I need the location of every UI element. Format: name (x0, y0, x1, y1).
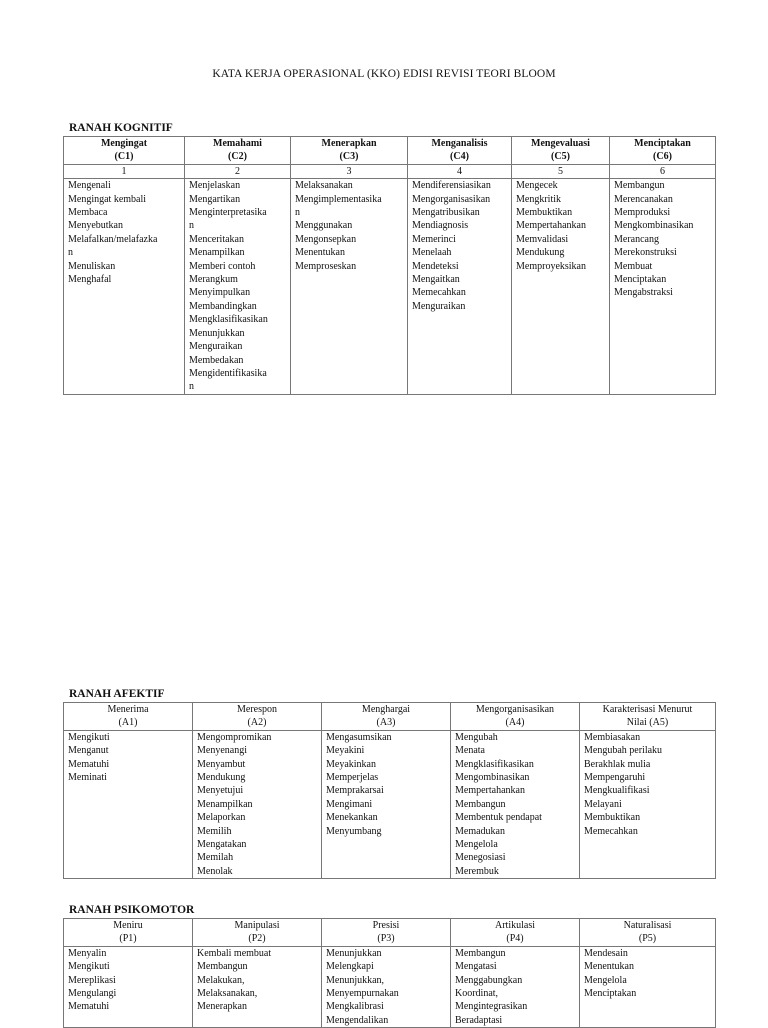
verb-item: Mengingat kembali (68, 193, 147, 205)
verb-item: Mengendalikan (326, 1014, 389, 1026)
verb-item: Mengintegrasikan (455, 1001, 528, 1013)
verb-item: Membangun (197, 961, 248, 973)
kognitif-items-cell (291, 179, 408, 395)
kognitif-items-cell (64, 179, 185, 395)
verb-item: Mendiagnosis (412, 220, 469, 232)
verb-item: Mengimplementasika (295, 193, 382, 205)
verb-item: Memproseskan (295, 260, 357, 272)
kognitif-items-cell (610, 179, 716, 395)
psikomotor-items-cell (451, 946, 580, 1027)
verb-item: n (189, 220, 194, 232)
verb-item: Mendukung (197, 772, 246, 784)
verb-item: Memproduksi (614, 207, 671, 219)
afektif-items-row (64, 730, 716, 878)
verb-item: Mereplikasi (68, 974, 116, 986)
verb-item: Membangun (455, 947, 506, 959)
verb-item: Berakhlak mulia (584, 758, 651, 770)
verb-item: Mempertahankan (455, 785, 525, 797)
verb-item: Menentukan (295, 247, 345, 259)
verb-item: n (295, 207, 300, 219)
verb-item: Mengabstraksi (614, 287, 673, 299)
verb-item: Memprakarsai (326, 785, 384, 797)
verb-item: Mendukung (516, 247, 565, 259)
verb-item: Memilih (197, 825, 232, 837)
psikomotor-items-cell (580, 946, 716, 1027)
verb-item: Membangun (614, 180, 665, 192)
section-label-afektif: RANAH AFEKTIF (69, 688, 165, 700)
verb-item: Mengombinasikan (455, 772, 530, 784)
psikomotor-items-cell (193, 946, 322, 1027)
verb-item: Melengkapi (326, 961, 374, 973)
verb-item: Mengelola (455, 839, 498, 851)
verb-item: Merancang (614, 233, 659, 245)
verb-item: Merembuk (455, 865, 499, 877)
verb-item: Mengklasifikasikan (189, 314, 268, 326)
verb-item: Menciptakan (614, 274, 667, 286)
verb-item: Memadukan (455, 825, 505, 837)
verb-item: Memvalidasi (516, 233, 569, 245)
verb-item: Menolak (197, 865, 233, 877)
verb-item: Mengubah (455, 731, 498, 743)
verb-item: Menyenangi (197, 745, 247, 757)
verb-item: Meyakinkan (326, 758, 376, 770)
verb-item: Membuktikan (516, 207, 573, 219)
psikomotor-header-p5: Naturalisasi (P5) (580, 919, 716, 947)
psikomotor-header-row (64, 919, 716, 947)
verb-item: Mendiferensiasikan (412, 180, 491, 192)
kognitif-number-cell: 6 (610, 164, 716, 178)
kognitif-header-c2: Memahami (C2) (185, 137, 291, 165)
verb-item: Menyumbang (326, 825, 382, 837)
verb-item: Memproyeksikan (516, 260, 586, 272)
afektif-items-cell (580, 730, 716, 878)
verb-item: Mengimani (326, 798, 373, 810)
afektif-header-a3: Menghargai (A3) (322, 703, 451, 731)
afektif-header-row (64, 703, 716, 731)
verb-item: Melakukan, (197, 974, 245, 986)
verb-item: Koordinat, (455, 988, 499, 1000)
verb-item: Memerinci (412, 233, 456, 245)
verb-item: n (189, 381, 194, 393)
kognitif-number-cell: 2 (185, 164, 291, 178)
verb-item: Menerapkan (197, 1001, 247, 1013)
verb-item: Mengulangi (68, 988, 117, 1000)
verb-item: Menganut (68, 745, 109, 757)
verb-item: Mengkritik (516, 193, 561, 205)
verb-item: Menggunakan (295, 220, 353, 232)
verb-item: Melaksanakan, (197, 988, 258, 1000)
verb-item: Mengkombinasikan (614, 220, 694, 232)
verb-item: Mengartikan (189, 193, 241, 205)
psikomotor-header-p3: Presisi (P3) (322, 919, 451, 947)
verb-item: Melayani (584, 798, 622, 810)
verb-item: Merangkum (189, 274, 238, 286)
afektif-header-a2: Merespon (A2) (193, 703, 322, 731)
verb-item: Menggabungkan (455, 974, 523, 986)
kognitif-header-c3: Menerapkan (C3) (291, 137, 408, 165)
psikomotor-header-p4: Artikulasi (P4) (451, 919, 580, 947)
section-label-psikomotor: RANAH PSIKOMOTOR (69, 904, 195, 916)
verb-item: Menciptakan (584, 988, 637, 1000)
verb-item: Memperjelas (326, 772, 379, 784)
psikomotor-items-cell (64, 946, 193, 1027)
verb-item: Mengubah perilaku (584, 745, 663, 757)
verb-item: Menyimpulkan (189, 287, 251, 299)
verb-item: Merekonstruksi (614, 247, 677, 259)
verb-item: Menunjukkan (326, 947, 382, 959)
verb-item: Melaksanakan (295, 180, 353, 192)
verb-item: Mengkualifikasi (584, 785, 650, 797)
verb-item: Menekankan (326, 812, 378, 824)
verb-item: Mematuhi (68, 1001, 110, 1013)
verb-item: Menunjukkan (189, 327, 245, 339)
psikomotor-header-p1: Meniru (P1) (64, 919, 193, 947)
afektif-header-a1: Menerima (A1) (64, 703, 193, 731)
verb-item: Mengikuti (68, 731, 110, 743)
afektif-items-cell (193, 730, 322, 878)
verb-item: Menyebutkan (68, 220, 123, 232)
document-title: KATA KERJA OPERASIONAL (KKO) EDISI REVISI TEORI BLOOM (212, 68, 556, 80)
verb-item: Membiasakan (584, 731, 641, 743)
verb-item: Menguraikan (412, 300, 466, 312)
verb-item: Mengelola (584, 974, 627, 986)
verb-item: Merencanakan (614, 193, 673, 205)
section-label-kognitif: RANAH KOGNITIF (69, 122, 173, 134)
psikomotor-table (63, 918, 716, 1028)
verb-item: Membangun (455, 798, 506, 810)
verb-item: Mematuhi (68, 758, 110, 770)
afektif-header-a4: Mengorganisasikan (A4) (451, 703, 580, 731)
verb-item: Mengklasifikasikan (455, 758, 534, 770)
verb-item: Menampilkan (189, 247, 245, 259)
verb-item: Beradaptasi (455, 1014, 503, 1026)
verb-item: Meminati (68, 772, 107, 784)
verb-item: Mengatribusikan (412, 207, 480, 219)
kognitif-header-c5: Mengevaluasi (C5) (512, 137, 610, 165)
verb-item: Memilah (197, 852, 234, 864)
verb-item: Membedakan (189, 354, 244, 366)
kognitif-table (63, 136, 716, 395)
verb-item: Menguraikan (189, 341, 243, 353)
verb-item: Menata (455, 745, 485, 757)
verb-item: Membuktikan (584, 812, 641, 824)
kognitif-header-c4: Menganalisis (C4) (408, 137, 512, 165)
verb-item: Mengecek (516, 180, 558, 192)
verb-item: Memberi contoh (189, 260, 256, 272)
kognitif-number-cell: 5 (512, 164, 610, 178)
kognitif-number-cell: 3 (291, 164, 408, 178)
psikomotor-items-cell (322, 946, 451, 1027)
kognitif-number-cell: 1 (64, 164, 185, 178)
verb-item: Mengikuti (68, 961, 110, 973)
verb-item: Melafalkan/melafazka (68, 233, 158, 245)
verb-item: Mengatasi (455, 961, 497, 973)
verb-item: Menelaah (412, 247, 452, 259)
verb-item: Mendesain (584, 947, 628, 959)
verb-item: Membaca (68, 207, 108, 219)
kognitif-number-row (64, 164, 716, 178)
kognitif-number-cell: 4 (408, 164, 512, 178)
afektif-items-cell (451, 730, 580, 878)
verb-item: Memecahkan (412, 287, 466, 299)
verb-item: Mempengaruhi (584, 772, 646, 784)
kognitif-header-row (64, 137, 716, 165)
verb-item: Mengaitkan (412, 274, 460, 286)
afektif-items-cell (64, 730, 193, 878)
psikomotor-header-p2: Manipulasi (P2) (193, 919, 322, 947)
verb-item: Menyetujui (197, 785, 244, 797)
kognitif-items-cell (512, 179, 610, 395)
afektif-table (63, 702, 716, 879)
psikomotor-items-row (64, 946, 716, 1027)
verb-item: Menegosiasi (455, 852, 506, 864)
verb-item: Menginterpretasika (189, 207, 267, 219)
verb-item: Mengompromikan (197, 731, 272, 743)
verb-item: Mendeteksi (412, 260, 459, 272)
verb-item: Memecahkan (584, 825, 638, 837)
afektif-header-a5: Karakterisasi Menurut Nilai (A5) (580, 703, 716, 731)
verb-item: Meyakini (326, 745, 365, 757)
verb-item: Menyempurnakan (326, 988, 399, 1000)
verb-item: Menentukan (584, 961, 634, 973)
kognitif-items-row (64, 179, 716, 395)
kognitif-header-c6: Menciptakan (C6) (610, 137, 716, 165)
verb-item: Mengonsepkan (295, 233, 357, 245)
verb-item: Melaporkan (197, 812, 246, 824)
verb-item: Mempertahankan (516, 220, 586, 232)
verb-item: Menampilkan (197, 798, 253, 810)
verb-item: Menyambut (197, 758, 246, 770)
verb-item: Mengasumsikan (326, 731, 392, 743)
verb-item: Menyalin (68, 947, 107, 959)
verb-item: Menuliskan (68, 260, 116, 272)
verb-item: Kembali membuat (197, 947, 272, 959)
verb-item: Membandingkan (189, 300, 257, 312)
kognitif-items-cell (185, 179, 291, 395)
verb-item: Mengenali (68, 180, 111, 192)
verb-item: Menghafal (68, 274, 112, 286)
kognitif-header-c1: Mengingat (C1) (64, 137, 185, 165)
kognitif-items-cell (408, 179, 512, 395)
verb-item: Membuat (614, 260, 653, 272)
verb-item: Menjelaskan (189, 180, 241, 192)
verb-item: Mengkalibrasi (326, 1001, 384, 1013)
verb-item: Mengidentifikasika (189, 367, 267, 379)
afektif-items-cell (322, 730, 451, 878)
verb-item: Menceritakan (189, 233, 244, 245)
verb-item: n (68, 247, 73, 259)
verb-item: Mengatakan (197, 839, 247, 851)
verb-item: Mengorganisasikan (412, 193, 491, 205)
verb-item: Menunjukkan, (326, 974, 385, 986)
verb-item: Membentuk pendapat (455, 812, 542, 824)
